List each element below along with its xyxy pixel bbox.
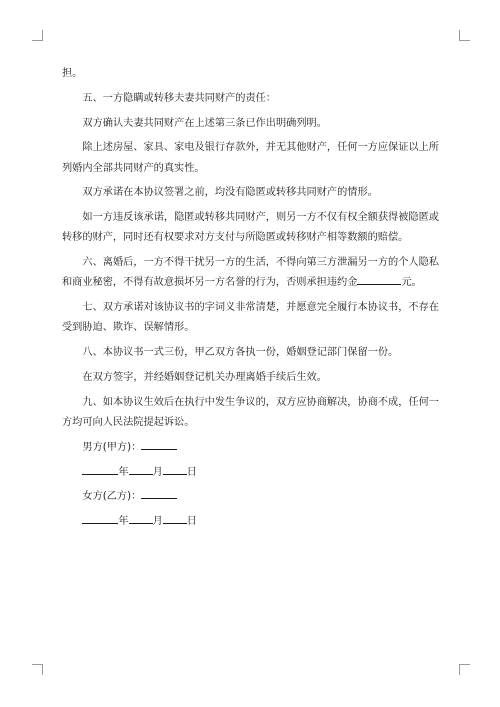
male-signature-blank[interactable] (141, 438, 177, 450)
page-corner-mark-top-right (459, 30, 470, 41)
page-corner-mark-bottom-left (32, 664, 43, 675)
month-blank[interactable] (129, 463, 153, 475)
day-blank[interactable] (163, 463, 187, 475)
male-signature-line (62, 438, 440, 458)
section-7-line: 七、双方承诺对该协议书的字词义非常清楚，并愿意完全履行本协议书，不存在 (82, 302, 439, 314)
text-segment: 元。 (401, 277, 422, 289)
day-label: 日 (186, 516, 197, 528)
year-label: 年 (118, 466, 129, 478)
text-segment: 和商业秘密，不得有故意损坏另一方名誉的行为，否则承担违约金 (62, 277, 358, 289)
page-corner-mark-bottom-right (459, 664, 470, 675)
section-heading-5: 五、一方隐瞒或转移夫妻共同财产的责任： (82, 92, 276, 104)
text-line: 除上述房屋、家具、家电及银行存款外，并无其他财产，任何一方应保证以上所 (82, 142, 439, 154)
year-label: 年 (118, 516, 129, 528)
male-date-line (62, 463, 440, 483)
female-signature-line (62, 487, 440, 507)
document-body (62, 64, 440, 537)
female-date-line (62, 512, 440, 532)
text-line: 列婚内全部共同财产的真实性。 (62, 162, 205, 174)
section-6-line (62, 273, 440, 293)
page-corner-mark-top-left (32, 30, 43, 41)
text-line: 双方承诺在本协议签署之前，均没有隐匿或转移共同财产的情形。 (82, 187, 378, 199)
section-7-line: 受到胁迫、欺诈、误解情形。 (62, 322, 195, 334)
section-6-line: 六、离婚后，一方不得干扰另一方的生活，不得向第三方泄漏另一方的个人隐私 (82, 257, 439, 269)
month-label: 月 (152, 466, 163, 478)
month-label: 月 (152, 516, 163, 528)
text-line: 如一方违反该承诺，隐匿或转移共同财产，则另一方不仅有权全额获得被隐匿或 (82, 212, 439, 224)
text-line: 在双方签字，并经婚姻登记机关办理离婚手续后生效。 (82, 371, 327, 383)
text-line: 双方确认夫妻共同财产在上述第三条已作出明确列明。 (82, 117, 327, 129)
day-blank[interactable] (163, 512, 187, 524)
section-9-line: 方均可向人民法院提起诉讼。 (62, 416, 195, 428)
year-blank[interactable] (82, 512, 118, 524)
month-blank[interactable] (129, 512, 153, 524)
section-9-line: 九、如本协议生效后在执行中发生争议的，双方应协商解决，协商不成，任何一 (82, 396, 439, 408)
male-label: 男方(甲方)： (82, 441, 142, 453)
female-signature-blank[interactable] (141, 487, 177, 499)
year-blank[interactable] (82, 463, 118, 475)
section-8-line: 八、本协议书一式三份，甲乙双方各执一份，婚姻登记部门保留一份。 (82, 347, 399, 359)
text-line: 转移的财产，同时还有权要求对方支付与所隐匿或转移财产相等数额的赔偿。 (62, 232, 409, 244)
penalty-amount-blank[interactable] (357, 273, 401, 285)
text-line: 担。 (62, 68, 83, 79)
female-label: 女方(乙方)： (82, 491, 142, 503)
day-label: 日 (186, 466, 197, 478)
